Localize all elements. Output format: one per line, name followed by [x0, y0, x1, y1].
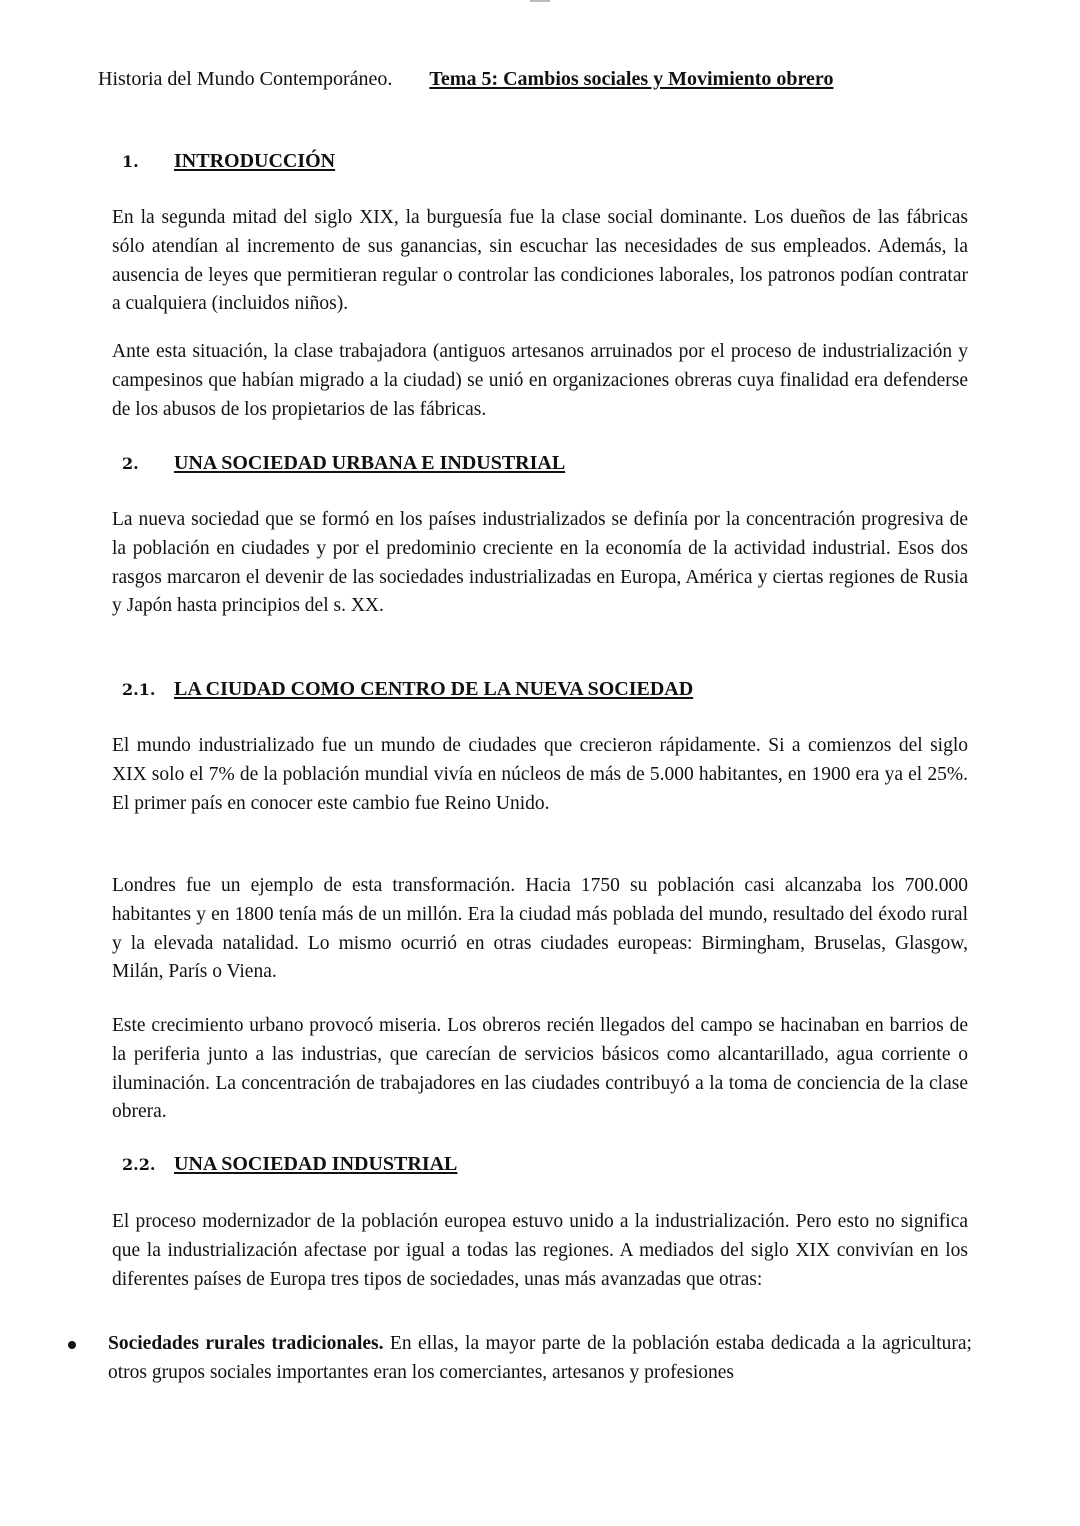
bullet-body: En ellas, la mayor parte de la población estaba dedicada a la agricultura; otros grupos sociales importantes eran los comerciantes, artesanos y profesiones	[108, 1333, 972, 1383]
paragraph-intro-1: En la segunda mitad del siglo XIX, la burguesía fue la clase social dominante. Los dueños de las fábricas sólo atendían al incremento de sus ganancias, sin escuchar las necesidades de sus empleados. Además, la ausencia de leyes que permitieran regular o controlar las condiciones laborales, los patronos podían contratar a cualquiera (incluidos niños).	[112, 207, 968, 315]
bullet-text	[108, 1330, 972, 1388]
section-title: INTRODUCCIÓN	[174, 150, 336, 172]
topic-title: Tema 5: Cambios sociales y Movimiento obrero	[429, 68, 834, 90]
section-number: 2.	[122, 454, 139, 473]
paragraph-city-2: Londres fue un ejemplo de esta transformación. Hacia 1750 su población casi alcanzaba los 700.000 habitantes y en 1800 tenía más de un millón. Era la ciudad más poblada del mundo, resultado del éxodo rural y la elevada natalidad. Lo mismo ocurrió en otras ciudades europeas: Birmingham, Bruselas, Glasgow, Milán, París o Viena.	[112, 875, 968, 983]
page-top-mark	[530, 0, 550, 2]
paragraph-industrial-1: El proceso modernizador de la población europea estuvo unido a la industrialización. Pero esto no significa que la industrialización afectase por igual a todas las regiones. A mediados del siglo XIX convivían en los diferentes países de Europa tres tipos de sociedades, unas más avanzadas que otras:	[112, 1211, 968, 1290]
section-title: UNA SOCIEDAD URBANA E INDUSTRIAL	[174, 452, 566, 474]
section-heading-sociedad-industrial	[122, 1151, 457, 1178]
section-title: LA CIUDAD COMO CENTRO DE LA NUEVA SOCIEDAD	[174, 678, 694, 700]
paragraph-city-1: El mundo industrializado fue un mundo de ciudades que crecieron rápidamente. Si a comienzos del siglo XIX solo el 7% de la población mundial vivía en núcleos de más de 5.000 habitantes, en 1900 era ya el 25%. El primer país en conocer este cambio fue Reino Unido.	[112, 735, 968, 814]
section-heading-ciudad	[122, 676, 693, 703]
bullet-term: Sociedades rurales tradicionales.	[108, 1333, 384, 1354]
section-number: 2.2.	[122, 1155, 156, 1174]
bullet-icon	[68, 1341, 76, 1349]
paragraph-city-3: Este crecimiento urbano provocó miseria. Los obreros recién llegados del campo se hacinaban en barrios de la periferia junto a las industrias, que carecían de servicios básicos como alcantarillado, agua corriente o iluminación. La concentración de trabajadores en las ciudades contribuyó a la toma de conciencia de la clase obrera.	[112, 1015, 968, 1123]
page-header	[98, 66, 998, 92]
section-heading-sociedad-urbana	[122, 450, 565, 477]
section-title: UNA SOCIEDAD INDUSTRIAL	[174, 1153, 458, 1175]
paragraph-intro-2: Ante esta situación, la clase trabajadora (antiguos artesanos arruinados por el proceso de industrialización y campesinos que habían migrado a la ciudad) se unió en organizaciones obreras cuya finalidad era defenderse de los abusos de los propietarios de las fábricas.	[112, 341, 968, 420]
section-number: 1.	[122, 152, 139, 171]
course-name: Historia del Mundo Contemporáneo.	[98, 68, 393, 90]
section-number: 2.1.	[122, 680, 156, 699]
section-heading-introduccion	[122, 148, 335, 175]
paragraph-urban-1: La nueva sociedad que se formó en los países industrializados se definía por la concentración progresiva de la población en ciudades y por el predominio creciente en la economía de la actividad industrial. Esos dos rasgos marcaron el devenir de las sociedades industrializadas en Europa, América y ciertas regiones de Rusia y Japón hasta principios del s. XX.	[112, 509, 968, 617]
